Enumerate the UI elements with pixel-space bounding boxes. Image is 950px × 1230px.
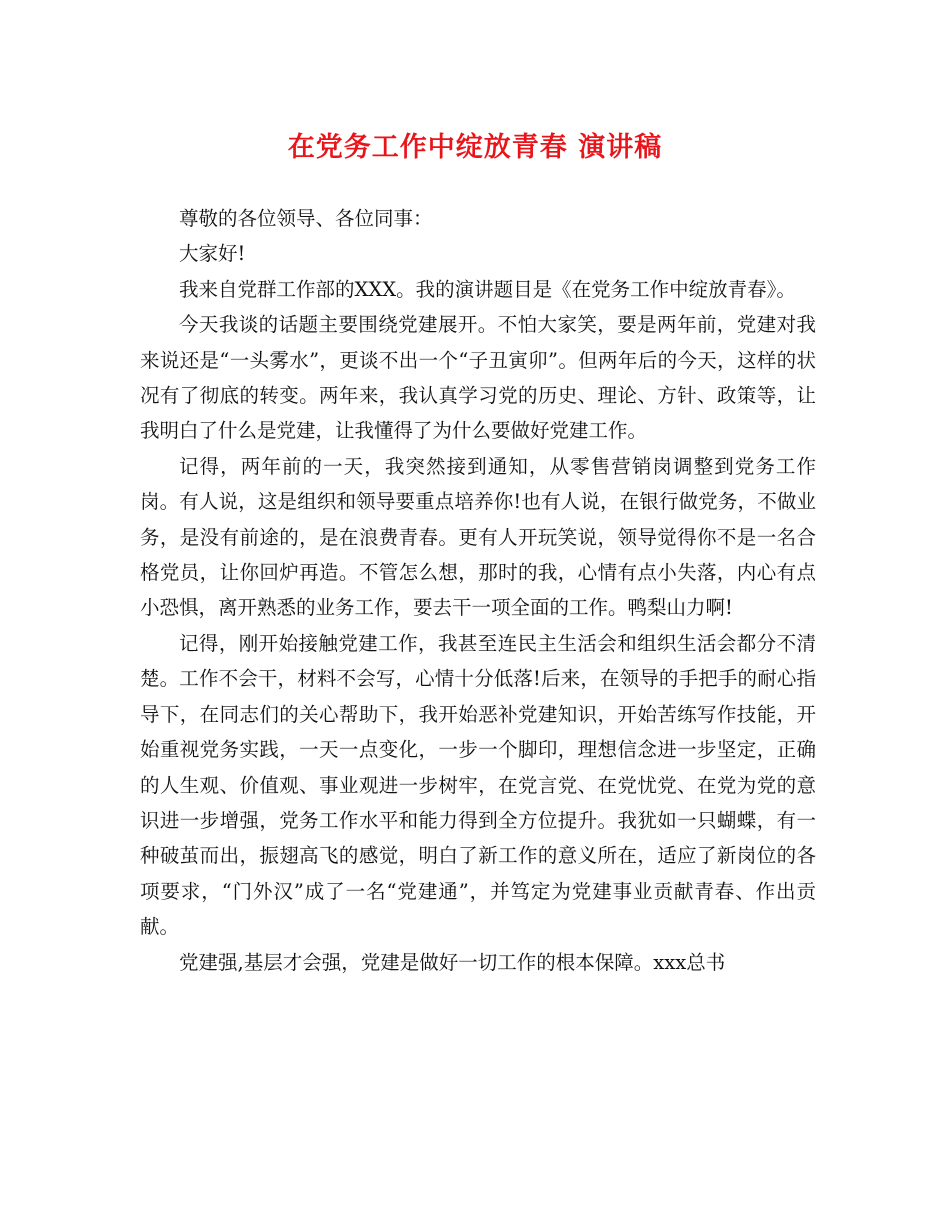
document-title: 在党务工作中绽放青春 演讲稿 (287, 132, 663, 163)
greeting-paragraph: 大家好! (179, 242, 246, 266)
body-paragraph: 今天我谈的话题主要围绕党建展开。不怕大家笑，要是两年前，党建对我来说还是“一头雾水”，更谈不出一个“子丑寅卯”。但两年后的今天，这样的状况有了彻底的转变。两年来，我认真学习党的历史、理论、方针、政策等，让我明白了什么是党建，让我懂得了为什么要做好党建工作。 (140, 313, 816, 443)
body-paragraph: 记得，刚开始接触党建工作，我甚至连民主生活会和组织生活会都分不清楚。工作不会干，材料不会写，心情十分低落!后来，在领导的手把手的耐心指导下，在同志们的关心帮助下，我开始恶补党建知识，开始苦练写作技能，开始重视党务实践，一天一点变化，一步一个脚印，理想信念进一步坚定，正确的人生观、价值观、事业观进一步树牢，在党言党、在党忧党、在党为党的意识进一步增强，党务工作水平和能力得到全方位提升。我犹如一只蝴蝶，有一种破茧而出，振翅高飞的感觉，明白了新工作的意义所在，适应了新岗位的各项要求，“门外汉”成了一名“党建通”，并笃定为党建事业贡献青春、作出贡献。 (140, 631, 816, 939)
body-paragraph: 党建强,基层才会强，党建是做好一切工作的根本保障。xxx总书 (179, 950, 726, 974)
salutation-paragraph: 尊敬的各位领导、各位同事： (179, 207, 433, 230)
document-body (140, 201, 816, 980)
body-paragraph: 记得，两年前的一天，我突然接到通知，从零售营销岗调整到党务工作岗。有人说，这是组织和领导要重点培养你!也有人说，在银行做党务，不做业务，是没有前途的，是在浪费青春。更有人开玩笑说，领导觉得你不是一名合格党员，让你回炉再造。不管怎么想，那时的我，心情有点小失落，内心有点小恐惧，离开熟悉的业务工作，要去干一项全面的工作。鸭梨山力啊! (140, 454, 816, 620)
intro-paragraph: 我来自党群工作部的XXX。我的演讲题目是《在党务工作中绽放青春》。 (179, 277, 796, 301)
